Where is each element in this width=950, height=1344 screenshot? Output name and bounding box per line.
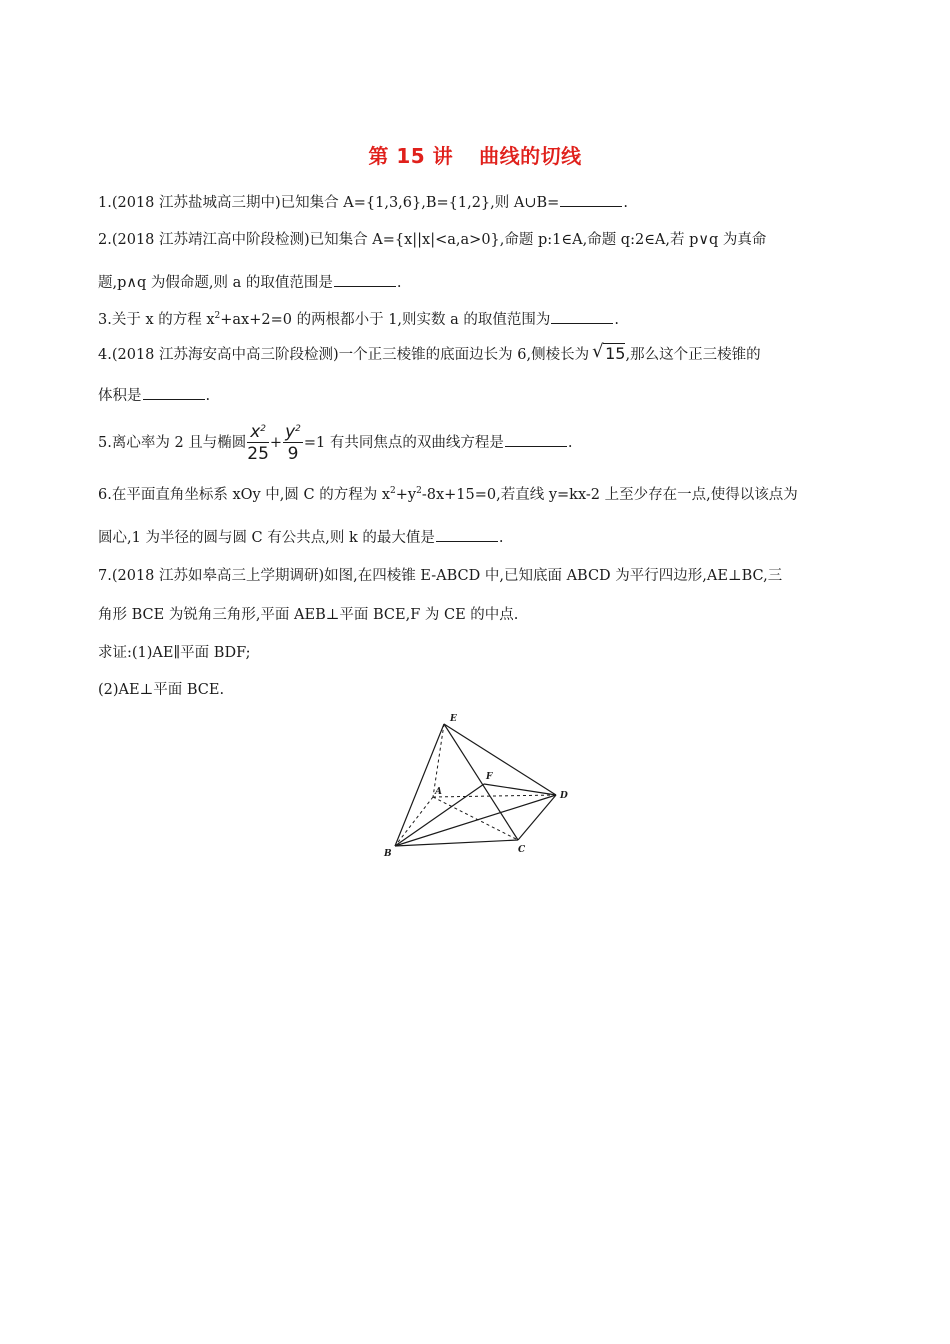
radical-sign: √ [592, 341, 604, 362]
answer-blank [436, 527, 498, 542]
question-4-line-2: 体积是 . [98, 385, 210, 406]
answer-blank [560, 192, 622, 207]
answer-blank [505, 432, 567, 447]
edge-FD [484, 784, 556, 795]
question-2-line-1: 2.(2018 江苏靖江高中阶段检测)已知集合 A={x||x|<a,a>0},命题 p:1∈A,命题 q:2∈A,若 p∨q 为真命 [98, 232, 767, 248]
label-B: B [384, 849, 392, 858]
fraction-y-over-9: $\frac{y^2}{9}$ [285, 421, 301, 464]
question-7-line-3: 求证:(1)AE∥平面 BDF; [98, 645, 251, 661]
label-E: E [450, 714, 457, 724]
radical-expression: √ 15 [592, 341, 626, 363]
question-3: 3.关于 x 的方程 $x^2+ax+2=0$ 的两根都小于 1,则实数 a 的取值范围为 . [98, 311, 620, 328]
lecture-topic: 曲线的切线 [479, 144, 582, 168]
pyramid-figure [378, 708, 578, 858]
edge-ED [444, 724, 556, 795]
edge-CD [518, 795, 556, 840]
question-7-line-1: 7.(2018 江苏如皋高三上学期调研)如图,在四棱锥 E-ABCD 中,已知底面 ABCD 为平行四边形,AE⊥BC,三 [98, 568, 783, 584]
edge-AD-hidden [433, 795, 556, 797]
page-title [0, 140, 950, 169]
answer-blank [551, 309, 613, 324]
question-6-line-1: 6.在平面直角坐标系 xOy 中,圆 C 的方程为 $x^2+y^2-8x+15=0$,若直线 y=kx-2 上至少存在一点,使得以该点为 [98, 486, 798, 503]
label-A: A [435, 787, 442, 797]
edge-AB-hidden [395, 797, 433, 846]
question-5: 5.离心率为 2 且与椭圆 $\frac{x^2}{25}$ + $\frac{y^2}{9}$ =1 有共同焦点的双曲线方程是 . [98, 421, 573, 464]
label-D: D [560, 791, 568, 801]
edge-EB [395, 724, 444, 846]
label-C: C [518, 845, 526, 855]
label-F: F [486, 772, 493, 782]
answer-blank [334, 272, 396, 287]
question-1: 1.(2018 江苏盐城高三期中)已知集合 A={1,3,6},B={1,2},则 A∪B= . [98, 192, 628, 213]
question-7-line-2: 角形 BCE 为锐角三角形,平面 AEB⊥平面 BCE,F 为 CE 的中点. [98, 607, 519, 623]
question-6-line-2: 圆心,1 为半径的圆与圆 C 有公共点,则 k 的最大值是 . [98, 527, 503, 548]
question-2-line-2: 题,p∧q 为假命题,则 a 的取值范围是 . [98, 272, 401, 293]
edge-BC [395, 840, 518, 846]
edge-AC-hidden [433, 797, 518, 840]
answer-blank [143, 385, 205, 400]
edge-EC [444, 724, 518, 840]
question-7-line-4: (2)AE⊥平面 BCE. [98, 682, 225, 698]
edge-BD [395, 795, 556, 846]
question-4-line-1: 4.(2018 江苏海安高中高三阶段检测)一个正三棱锥的底面边长为 6,侧棱长为 √ 15,那么这个正三棱锥的 [98, 341, 761, 363]
lecture-number: 第 15 讲 [368, 144, 454, 168]
fraction-x-over-25: $\frac{x^2}{25}$ [247, 421, 269, 464]
